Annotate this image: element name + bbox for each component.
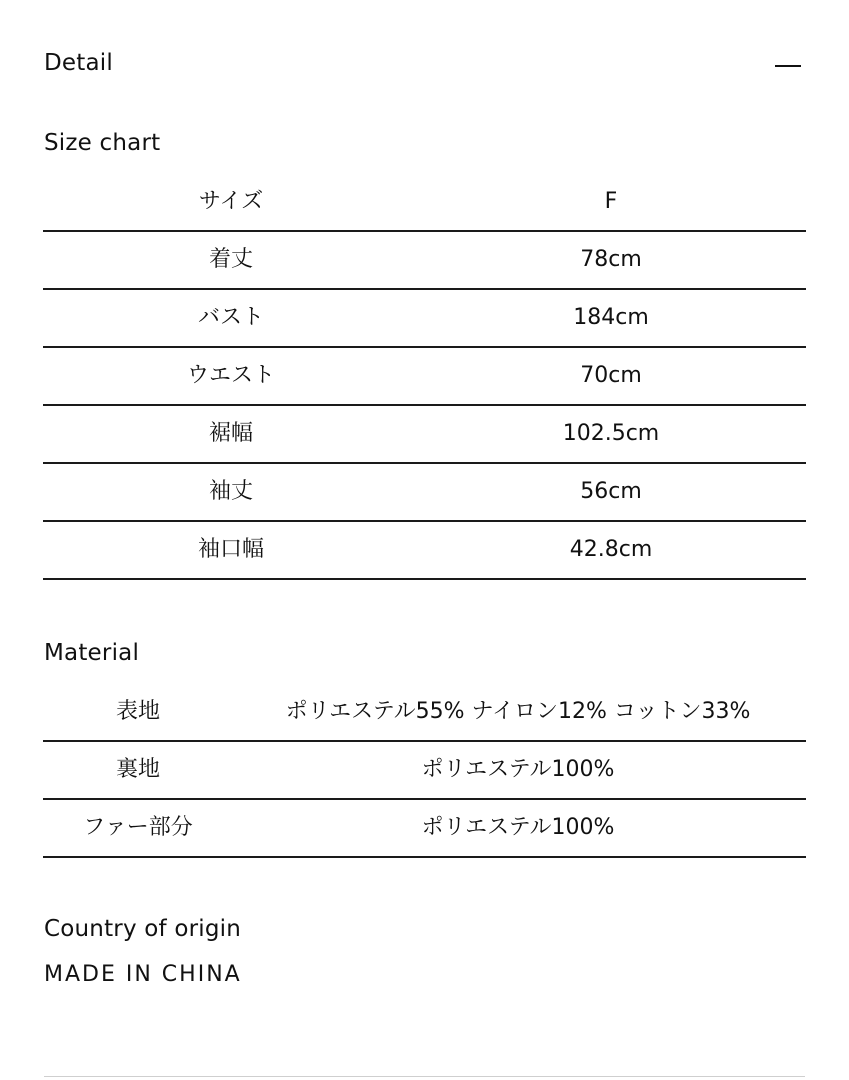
material-label: ファー部分 <box>83 815 193 840</box>
material-value: ポリエステル100% <box>421 815 615 840</box>
size-label: バスト <box>197 305 264 330</box>
table-row <box>43 290 806 348</box>
table-row <box>43 742 806 800</box>
size-label: 着丈 <box>208 247 253 272</box>
size-value: 56cm <box>580 479 642 504</box>
size-chart-table <box>43 174 806 580</box>
material-table <box>43 684 806 858</box>
table-row <box>43 522 806 580</box>
size-value: F <box>604 189 618 214</box>
size-value: 78cm <box>580 247 642 272</box>
material-title: Material <box>44 640 140 666</box>
table-row <box>43 684 806 742</box>
material-value: ポリエステル55% ナイロン12% コットン33% <box>285 699 751 724</box>
size-label: サイズ <box>198 189 264 214</box>
size-label: ウエスト <box>186 363 275 388</box>
size-value: 42.8cm <box>569 537 653 562</box>
material-label: 裏地 <box>115 757 160 782</box>
table-row <box>43 406 806 464</box>
size-value: 184cm <box>573 305 649 330</box>
size-chart-title: Size chart <box>44 130 161 156</box>
size-label: 裾幅 <box>208 421 253 446</box>
origin-value: MADE IN CHINA <box>44 962 242 987</box>
material-label: 表地 <box>115 699 160 724</box>
detail-header[interactable] <box>44 50 805 80</box>
size-value: 70cm <box>580 363 642 388</box>
table-row <box>43 232 806 290</box>
section-divider <box>44 1076 805 1077</box>
minus-icon[interactable] <box>773 53 803 79</box>
size-label: 袖口幅 <box>197 537 264 562</box>
material-value: ポリエステル100% <box>421 757 615 782</box>
table-row <box>43 464 806 522</box>
table-row <box>43 348 806 406</box>
origin-title: Country of origin <box>44 916 242 942</box>
table-row <box>43 800 806 858</box>
table-row <box>43 174 806 232</box>
detail-title: Detail <box>44 50 113 76</box>
minus-icon-bar <box>775 65 801 67</box>
size-value: 102.5cm <box>562 421 660 446</box>
size-label: 袖丈 <box>208 479 253 504</box>
